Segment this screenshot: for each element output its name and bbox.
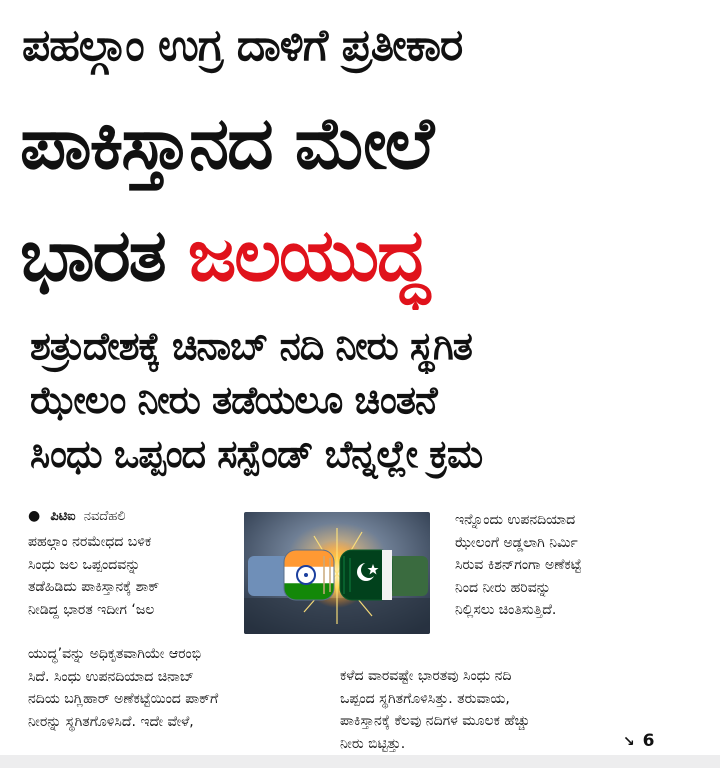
body-line: ಒಪ್ಪಂದ ಸ್ಥಗಿತಗೊಳಿಸಿತ್ತು. ತರುವಾಯ,: [340, 690, 510, 707]
byline-place: ನವದೆಹಲಿ: [83, 509, 126, 524]
byline: [28, 508, 126, 524]
body-line: ಇನ್ನೊಂದು ಉಪನದಿಯಾದ: [455, 512, 576, 528]
byline-agency: ಪಿಟಿಐ: [50, 509, 76, 524]
article-photo: [244, 512, 430, 634]
body-line: ಝೇಲಂಗೆ ಅಡ್ಡಲಾಗಿ ನಿರ್ಮಿ: [455, 534, 578, 551]
deck-line-2: ಝೇಲಂ ನೀರು ತಡೆಯಲೂ ಚಿಂತನೆ: [30, 378, 437, 422]
byline-bullet-icon: ●: [28, 508, 41, 524]
headline-main-line-1: ಪಾಕಿಸ್ತಾನದ ಮೇಲೆ: [20, 101, 433, 185]
deck-line-3: ಸಿಂಧು ಒಪ್ಪಂದ ಸಸ್ಪೆಂಡ್ ಬೆನ್ನಲ್ಲೇ ಕ್ರಮ: [30, 432, 483, 476]
body-line: ಪಾಕಿಸ್ತಾನಕ್ಕೆ ಕೆಲವು ನದಿಗಳ ಮೂಲಕ ಹೆಚ್ಚು: [340, 713, 530, 729]
headline-kicker: ಪಹಲ್ಗಾಂ ಉಗ್ರ ದಾಳಿಗೆ ಪ್ರತೀಕಾರ: [22, 20, 463, 71]
body-column-left-bottom: [28, 643, 338, 733]
body-line: ನಿಂದ ನೀರು ಹರಿವನ್ನು: [455, 579, 551, 596]
india-fist: [248, 550, 334, 600]
body-line: ಸಿಂಧು ಜಲ ಒಪ್ಪಂದವನ್ನು: [28, 556, 141, 573]
body-column-left-top: [28, 531, 228, 621]
continued-page-number: 6: [642, 731, 655, 751]
deck-line-1: ಶತ್ರುದೇಶಕ್ಕೆ ಚಿನಾಬ್ ನದಿ ನೀರು ಸ್ಥಗಿತ: [30, 324, 472, 368]
body-line: ನೀರು ಬಿಟ್ಟಿತ್ತು.: [340, 735, 406, 752]
headline-red-word: ಜಲಯುದ್ಧ: [187, 213, 428, 297]
continued-on-page[interactable]: [623, 731, 655, 751]
body-line: ನೀರನ್ನು ಸ್ಥಗಿತಗೊಳಿಸಿದೆ. ಇದೇ ವೇಳೆ,: [28, 713, 194, 730]
body-line: ತಡೆಹಿಡಿದು ಪಾಕಿಸ್ತಾನಕ್ಕೆ ಶಾಕ್: [28, 579, 160, 595]
body-line: ಯುದ್ಧ’ವನ್ನು ಅಧಿಕೃತವಾಗಿಯೇ ಆರಂಭಿ: [28, 646, 202, 662]
body-column-right-top: [455, 509, 695, 622]
body-line: ಕಳೆದ ವಾರವಷ್ಟೇ ಭಾರತವು ಸಿಂಧು ನದಿ: [340, 668, 512, 684]
body-line: ನದಿಯ ಬಗ್ಲಿಹಾರ್ ಅಣೆಕಟ್ಟೆಯಿಂದ ಪಾಕ್‌ಗೆ: [28, 691, 219, 707]
headline-black-word: ಭಾರತ: [20, 213, 165, 297]
body-line: ನಿಲ್ಲಿಸಲು ಚಿಂತಿಸುತ್ತಿದೆ.: [455, 602, 557, 618]
body-line: ಸಿದೆ. ಸಿಂಧು ಉಪನದಿಯಾದ ಚಿನಾಬ್: [28, 668, 194, 685]
continued-arrow-icon: ↘: [623, 734, 635, 750]
pakistan-fist: [340, 550, 428, 600]
clashing-fists-icon: [244, 512, 430, 634]
body-line: ನೀಡಿದ್ದ ಭಾರತ ಇದೀಗ ‘ಜಲ: [28, 601, 155, 618]
headline-main-line-2: [20, 200, 710, 310]
body-line: ಪಹಲ್ಗಾಂ ನರಮೇಧದ ಬಳಿಕ: [28, 534, 152, 550]
body-line: ಸಿರುವ ಕಿಶನ್‌ಗಂಗಾ ಅಣೆಕಟ್ಟೆ: [455, 557, 582, 573]
bottom-bar: [0, 755, 720, 768]
